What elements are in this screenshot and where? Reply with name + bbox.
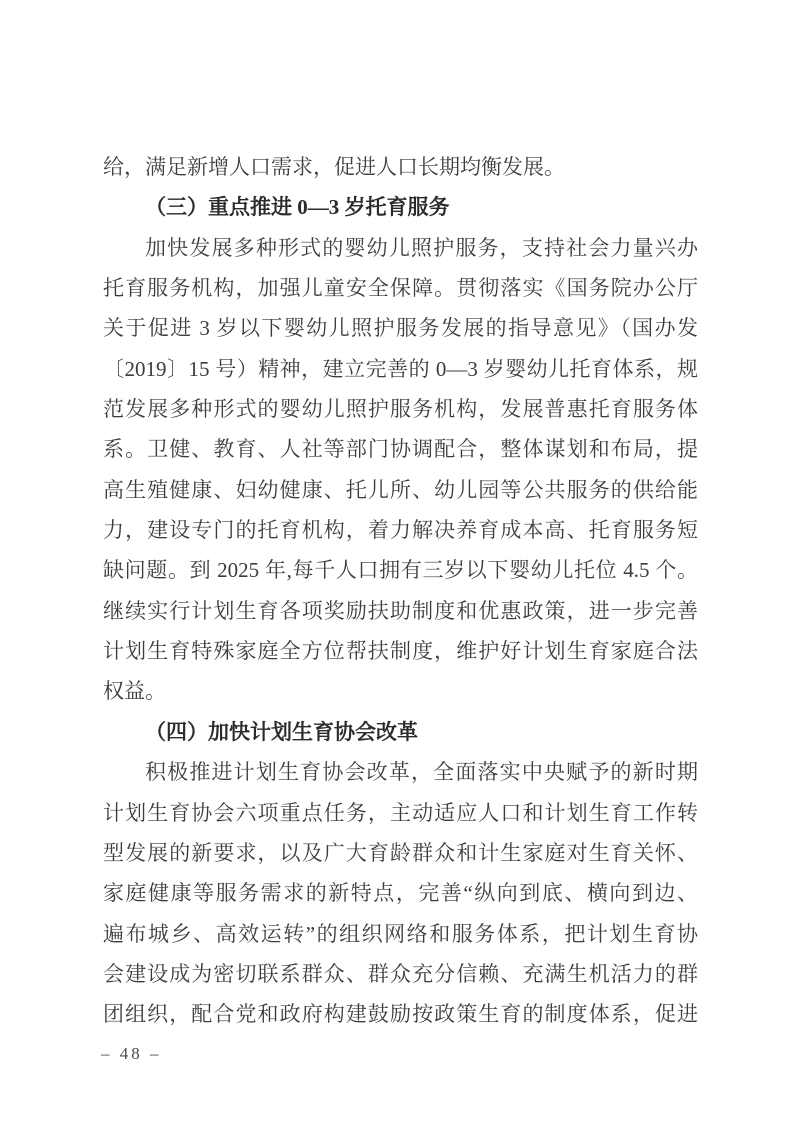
text-line: 会建设成为密切联系群众、群众充分信赖、充满生机活力的群 — [103, 961, 698, 986]
section-heading: （三）重点推进 0—3 岁托育服务 — [145, 195, 450, 220]
page-number: – 48 – — [101, 1044, 162, 1063]
text-line: 范发展多种形式的婴幼儿照护服务机构，发展普惠托育服务体 — [103, 397, 698, 422]
text-line: 积极推进计划生育协会改革，全面落实中央赋予的新时期 — [145, 760, 698, 785]
text-line: 加快发展多种形式的婴幼儿照护服务，支持社会力量兴办 — [145, 235, 698, 260]
text-line: 〔2019〕15 号）精神，建立完善的 0—3 岁婴幼儿托育体系，规 — [103, 356, 698, 381]
section-heading: （四）加快计划生育协会改革 — [145, 719, 418, 744]
text-line: 权益。 — [103, 679, 166, 704]
text-line: 系。卫健、教育、人社等部门协调配合，整体谋划和布局，提 — [103, 437, 698, 462]
text-line: 高生殖健康、妇幼健康、托儿所、幼儿园等公共服务的供给能 — [103, 477, 698, 502]
text-line: 家庭健康等服务需求的新特点，完善“纵向到底、横向到边、 — [103, 881, 698, 906]
text-line: 关于促进 3 岁以下婴幼儿照护服务发展的指导意见》（国办发 — [103, 316, 698, 341]
text-line: 缺问题。到 2025 年,每千人口拥有三岁以下婴幼儿托位 4.5 个。 — [103, 558, 698, 583]
document-body — [103, 147, 698, 1035]
text-line: 计划生育协会六项重点任务，主动适应人口和计划生育工作转 — [103, 800, 698, 825]
text-line: 力，建设专门的托育机构，着力解决养育成本高、托育服务短 — [103, 518, 698, 543]
text-line: 给，满足新增人口需求，促进人口长期均衡发展。 — [103, 155, 565, 179]
text-line: 型发展的新要求，以及广大育龄群众和计生家庭对生育关怀、 — [103, 840, 698, 865]
text-line: 计划生育特殊家庭全方位帮扶制度，维护好计划生育家庭合法 — [103, 639, 698, 664]
text-line: 遍布城乡、高效运转”的组织网络和服务体系，把计划生育协 — [103, 921, 698, 946]
text-line: 团组织，配合党和政府构建鼓励按政策生育的制度体系，促进 — [103, 1002, 698, 1027]
text-line: 托育服务机构，加强儿童安全保障。贯彻落实《国务院办公厅 — [103, 276, 698, 301]
text-line: 继续实行计划生育各项奖励扶助制度和优惠政策，进一步完善 — [103, 598, 698, 623]
